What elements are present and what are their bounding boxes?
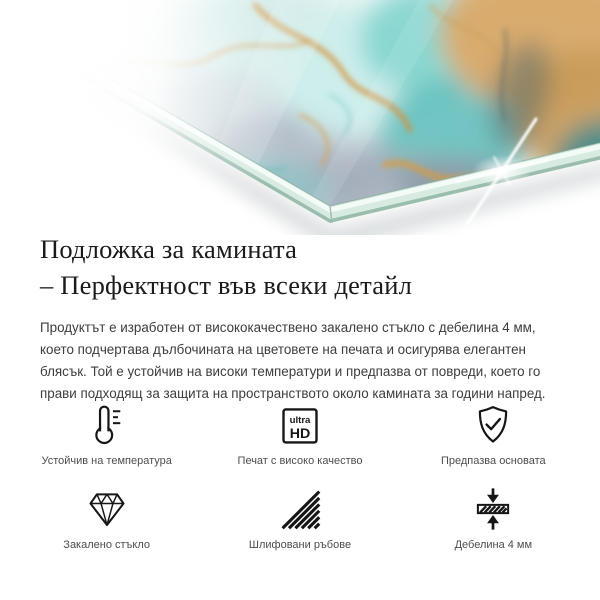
feature-thickness: [397, 487, 590, 552]
title-line-1: Подложка за камината: [40, 234, 298, 264]
ultra-hd-icon: [278, 403, 322, 447]
feature-label: Дебелина 4 мм: [454, 539, 533, 551]
feature-print-quality: [203, 403, 396, 468]
features-grid: [10, 403, 590, 552]
title-line-2: – Перфектност във всеки детайл: [40, 270, 413, 300]
content-section: [40, 231, 565, 405]
thermometer-icon: [85, 403, 129, 447]
page-title: [40, 231, 565, 303]
feature-polished-edges: [203, 487, 396, 552]
diamond-icon: [85, 487, 129, 531]
glass-panel-image: [0, 0, 600, 235]
ultra-hd-badge-bottom: HD: [289, 425, 311, 442]
feature-label: Печат с високо качество: [237, 455, 363, 467]
feature-label: Закалено стъкло: [63, 539, 151, 551]
feature-label: Предпазва основата: [440, 455, 546, 467]
feature-label: Шлифовани ръбове: [248, 539, 352, 551]
feature-temperature: [10, 403, 203, 468]
polished-edges-icon: [278, 487, 322, 531]
feature-tempered-glass: [10, 487, 203, 552]
feature-label: Устойчив на температура: [41, 455, 172, 467]
ultra-hd-badge-top: ultra: [289, 415, 311, 427]
feature-base-protection: [397, 403, 590, 468]
shield-check-icon: [471, 403, 515, 447]
product-description: Продуктът е изработен от висококачествено закалено стъкло с дебелина 4 мм, което подчертава дълбочината на цветовете на печата и осигурява елегантен блясък. Той е устойчив на високи температури и предпазва от повреди, което го прави подходящ за защита на пространството около камината за години напред.: [40, 320, 546, 401]
thickness-icon: [471, 487, 515, 531]
product-photo: [0, 0, 600, 235]
